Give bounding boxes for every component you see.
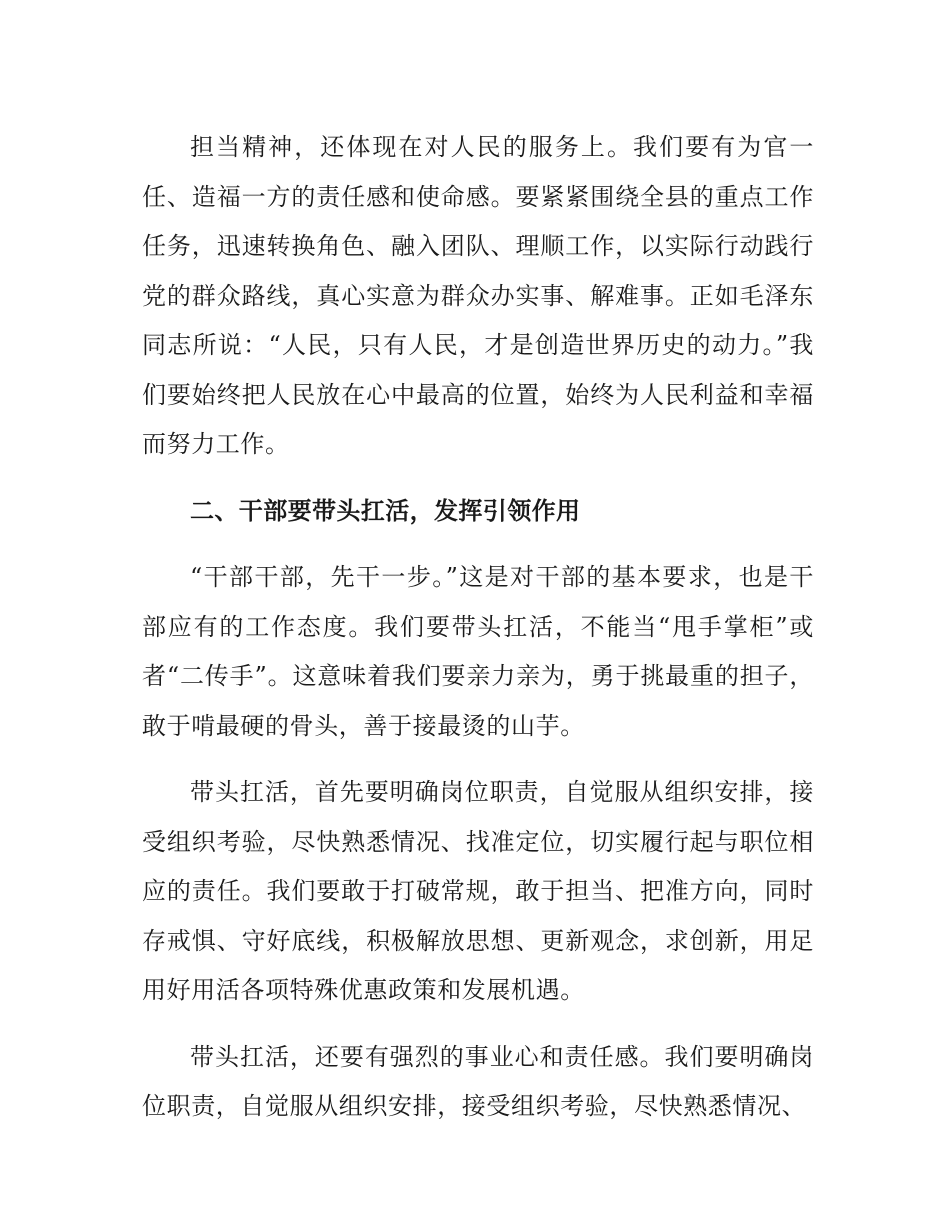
section-heading-2: 二、干部要带头扛活，发挥引领作用: [190, 496, 581, 525]
document-body: [142, 123, 814, 1132]
paragraph-cadres-first-step: “干部干部，先干一步。”这是对干部的基本要求，也是干部应有的工作态度。我们要带头扛活，不能当“甩手掌柜”或者“二传手”。这意味着我们要亲力亲为，勇于挑最重的担子，敢于啃最硬的骨头，善于接最烫的山芋。: [142, 563, 814, 740]
paragraph-lead-by-example-duties: 带头扛活，首先要明确岗位职责，自觉服从组织安排，接受组织考验，尽快熟悉情况、找准定位，切实履行起与职位相应的责任。我们要敢于打破常规，敢于担当、把准方向，同时存戒惧、守好底线，积极解放思想、更新观念，求创新，用足用好用活各项特殊优惠政策和发展机遇。: [142, 778, 814, 1004]
paragraph-lead-by-example-responsibility: 带头扛活，还要有强烈的事业心和责任感。我们要明确岗位职责，自觉服从组织安排，接受组织考验，尽快熟悉情况、: [142, 1042, 814, 1120]
paragraph-service-to-people: 担当精神，还体现在对人民的服务上。我们要有为官一任、造福一方的责任感和使命感。要紧紧围绕全县的重点工作任务，迅速转换角色、融入团队、理顺工作，以实际行动践行党的群众路线，真心实意为群众办实事、解难事。正如毛泽东同志所说：“人民，只有人民，才是创造世界历史的动力。”我们要始终把人民放在心中最高的位置，始终为人民利益和幸福而努力工作。: [142, 133, 814, 458]
